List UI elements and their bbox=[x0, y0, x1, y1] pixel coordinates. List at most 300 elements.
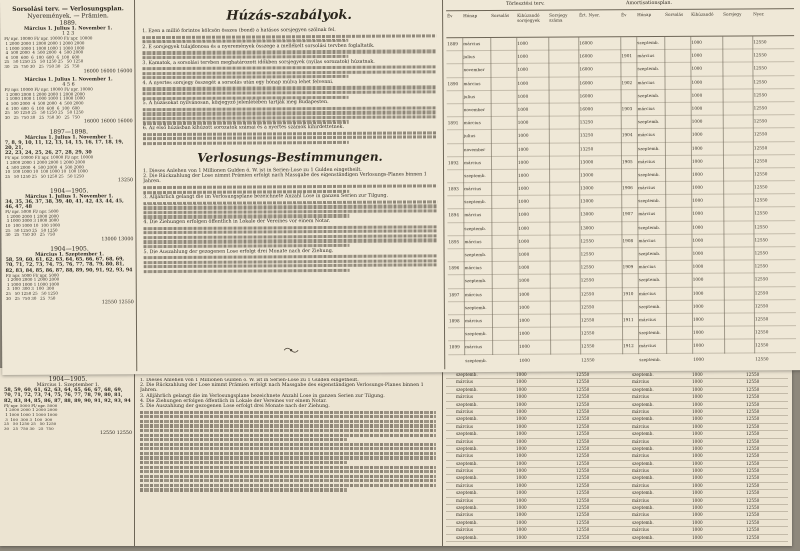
prize-row: 1 2000 2000 1 2000 2000 1 2000 2000 bbox=[4, 40, 85, 46]
table-cell: 1000 bbox=[519, 344, 530, 350]
rule-de-3: 3. Alljährlich gelangt die im Verlosungsplane bezeichnete Anzahl Lose in ganzen Serien zur Tilgung. bbox=[143, 193, 389, 201]
lower-table-cell: 12550 bbox=[576, 386, 590, 392]
lower-table-cell: 12550 bbox=[576, 505, 590, 511]
table-cell: 1000 bbox=[518, 172, 529, 178]
lower-table-row bbox=[446, 402, 788, 409]
lower-table-cell: szeptemb. bbox=[632, 505, 654, 511]
prize-row: 6 100 600 6 100 600 6 100 600 bbox=[4, 105, 80, 111]
table-cell: március bbox=[639, 343, 657, 349]
lower-table-row bbox=[446, 387, 788, 394]
lower-table-cell: 1000 bbox=[516, 386, 527, 392]
prize-row: 3 100 300 3 100 300 bbox=[4, 416, 53, 422]
lower-table-cell: 12550 bbox=[746, 460, 760, 466]
column-head: Hónap bbox=[463, 13, 478, 19]
table-cell: 13250 bbox=[579, 119, 594, 125]
table-cell: 1000 bbox=[693, 356, 704, 362]
divider-right bbox=[442, 0, 445, 369]
table-cell: 12550 bbox=[755, 355, 769, 361]
block1-head: Március 1. Julius 1. November 1. bbox=[24, 25, 113, 32]
table-cell: 1000 bbox=[692, 197, 703, 204]
amortisation-table bbox=[446, 0, 796, 365]
lower-table-row bbox=[446, 439, 788, 446]
table-cell: 1000 bbox=[692, 316, 704, 322]
block2-total: 16000 16000 16000 bbox=[83, 119, 133, 125]
table-cell: 1000 bbox=[518, 264, 530, 271]
lower-table-cell: 1000 bbox=[692, 527, 703, 533]
rule-de-5: 5. Die Auszahlung der gezogenen Lose erfolgt drei Monate nach der Ziehung. bbox=[143, 248, 334, 255]
column-head: Sorsjegy száma bbox=[549, 12, 568, 23]
lower-table-row bbox=[446, 379, 788, 386]
rules-title-hungarian: Húzás-szabályok. bbox=[226, 7, 352, 24]
table-cell: julius bbox=[463, 133, 476, 139]
lower-para-5: 5. Die Auszahlung der gezogenen Lose erfolgt drei Monate nach der Ziehung. bbox=[140, 404, 330, 410]
lower-table-cell: 12550 bbox=[576, 468, 590, 474]
lower-table-cell: szeptemb. bbox=[456, 372, 478, 377]
lower-table-cell: 1000 bbox=[692, 482, 703, 488]
lower-table-cell: szeptemb. bbox=[632, 386, 654, 392]
lower-table-cell: március bbox=[632, 468, 649, 474]
lower-table-cell: 1000 bbox=[516, 482, 527, 488]
table-cell: 1000 bbox=[692, 184, 703, 190]
lower-table-cell: 1000 bbox=[692, 401, 703, 407]
table-cell: 1000 bbox=[691, 145, 703, 151]
table-cell: 1000 bbox=[691, 66, 703, 72]
table-cell: 12550 bbox=[754, 171, 768, 177]
table-cell: 1899 bbox=[449, 344, 460, 350]
table-cell: 12550 bbox=[580, 264, 594, 270]
table-cell: 1000 bbox=[517, 40, 528, 46]
prize-row: 1 2000 2000 1 2000 2000 bbox=[4, 407, 58, 413]
block4-rows bbox=[5, 209, 133, 237]
lower-table-cell: 1000 bbox=[692, 497, 703, 503]
lower-table-cell: 12550 bbox=[576, 519, 590, 525]
table-cell: 12550 bbox=[754, 316, 769, 322]
lower-table-cell: 1000 bbox=[692, 386, 703, 392]
table-cell: 1000 bbox=[692, 237, 704, 243]
table-header-left: Törlesztési terv. bbox=[506, 1, 545, 7]
lower-table-cell: szeptemb. bbox=[632, 490, 654, 496]
prize-row: Fl/ npr. 10000 Fl/ npr. 10000 Fl/ npr. 10000 bbox=[4, 86, 93, 93]
table-cell: 1911 bbox=[622, 317, 634, 323]
table-cell: 1901 bbox=[621, 53, 633, 59]
table-body bbox=[446, 36, 796, 365]
rule-hu-4: 4. A nyertes sorsjegy összegét a sorsolás után egy hónap múlva lehet felvenni. bbox=[142, 79, 334, 86]
lower-table-cell: 1000 bbox=[516, 505, 527, 511]
table-cell: március bbox=[638, 237, 656, 243]
table-cell: 1000 bbox=[518, 225, 530, 231]
block2-nums: 4 5 6 bbox=[62, 82, 75, 88]
block3-rows bbox=[5, 156, 133, 180]
lower-table-cell: március bbox=[632, 394, 649, 400]
table-cell: 12550 bbox=[580, 277, 595, 283]
table-cell: szeptemb. bbox=[464, 172, 486, 179]
lower-table-row bbox=[446, 424, 788, 431]
table-cell: 1000 bbox=[692, 224, 704, 230]
lower-table-cell: 1000 bbox=[516, 453, 527, 459]
lower-table-cell: 12550 bbox=[576, 416, 590, 422]
prize-row: Fl/ npr. 5000 Fl/ npr. 5000 bbox=[5, 272, 59, 278]
table-cell: március bbox=[463, 159, 482, 165]
lower-table-cell: 12550 bbox=[576, 372, 590, 377]
table-cell: szeptemb. bbox=[465, 331, 487, 337]
table-cell: 13250 bbox=[579, 132, 594, 138]
lower-table-cell: 1000 bbox=[692, 408, 703, 414]
table-cell: 13000 bbox=[579, 159, 594, 165]
table-cell: 1000 bbox=[517, 146, 529, 152]
prize-row: 1 1000 1000 1 1000 1000 bbox=[5, 281, 60, 287]
prize-row: Fl/ npr. 10000 Fl/ npr. 10000 Fl/ npr. 10000 bbox=[4, 154, 94, 161]
table-cell: március bbox=[464, 238, 482, 244]
table-cell: 1000 bbox=[692, 277, 704, 283]
table-row bbox=[448, 353, 796, 366]
table-cell: 12550 bbox=[753, 39, 767, 45]
table-cell: szeptemb. bbox=[464, 304, 487, 310]
lower-table-cell: 12550 bbox=[746, 386, 760, 392]
table-cell: 16000 bbox=[579, 79, 593, 86]
table-cell: szeptemb. bbox=[638, 198, 660, 204]
table-cell: március bbox=[465, 344, 483, 350]
lower-table-cell: 12550 bbox=[576, 408, 590, 414]
lower-table-row bbox=[446, 416, 788, 423]
table-cell: 13000 bbox=[580, 225, 594, 231]
table-cell: szeptemb. bbox=[637, 66, 660, 72]
lower-divider-1 bbox=[134, 368, 135, 546]
lower-table-cell: 1000 bbox=[692, 372, 703, 377]
lower-table-cell: 12550 bbox=[746, 416, 760, 422]
lower-table-cell: szeptemb. bbox=[456, 445, 478, 451]
table-cell: 12550 bbox=[754, 184, 768, 190]
divider-left bbox=[134, 0, 137, 371]
prize-row: 1 2000 2000 1 2000 2000 1 2000 2000 bbox=[4, 91, 85, 97]
lower-table-cell: szeptemb. bbox=[456, 475, 478, 481]
lower-para-1: 1. Dieses Anlehen von 1 Millionen Gulden ö. W. ist in Serien-Lose zu 1 Gulden eingetheilt. bbox=[140, 378, 359, 383]
lower-sheet bbox=[0, 368, 792, 546]
lower-para-4: 4. Die Ziehungen erfolgen öffentlich in Lokale der Vereines vor einem Notar. bbox=[140, 398, 327, 404]
column-head: Kihúzandó sorsjegyek bbox=[517, 12, 540, 23]
lower-table-cell: szeptemb. bbox=[456, 534, 478, 540]
lower-table-cell: 1000 bbox=[692, 445, 703, 451]
table-cell: 12550 bbox=[754, 263, 768, 269]
lower-table-row bbox=[446, 394, 788, 401]
table-cell: március bbox=[638, 316, 656, 323]
lower-table-row bbox=[446, 446, 788, 453]
lower-table-cell: 1000 bbox=[692, 394, 703, 400]
lower-table-row bbox=[446, 483, 788, 490]
table-cell: 1893 bbox=[448, 186, 459, 192]
table-cell: 1000 bbox=[692, 171, 703, 177]
block1-rows bbox=[4, 37, 132, 70]
table-cell: március bbox=[463, 41, 481, 47]
lower-table-cell: 12550 bbox=[576, 379, 590, 385]
rule-hu-1: 1. Ezen a millió forintos kölcsön összes (bond) a hatásos sorsjegyen szólnak fel. bbox=[142, 27, 336, 35]
table-cell: 1896 bbox=[448, 265, 460, 271]
table-cell: 1000 bbox=[518, 238, 530, 244]
table-cell: 12550 bbox=[754, 237, 768, 243]
table-cell: 12550 bbox=[753, 78, 767, 84]
prize-row: 1 2000 2000 1 2000 2000 bbox=[5, 213, 59, 219]
lower-table-cell: szeptemb. bbox=[456, 416, 478, 422]
prize-row: 1 2000 2000 1 2000 2000 bbox=[5, 276, 60, 283]
block1-total: 16000 16000 16000 bbox=[83, 68, 133, 75]
prize-row: 30 25 750 30 25 750 bbox=[4, 425, 54, 431]
lower-table-cell: 1000 bbox=[516, 408, 527, 414]
lower-year-label: 1904—1905. bbox=[48, 376, 88, 383]
table-cell: 12550 bbox=[580, 317, 595, 323]
lower-table-cell: szeptemb. bbox=[456, 519, 478, 525]
prize-row: Fl/ npr. 5000 Fl/ npr. 5000 bbox=[5, 208, 59, 215]
block1-nums: 1 2 3 bbox=[62, 31, 75, 37]
table-cell: 1000 bbox=[519, 357, 530, 363]
table-cell: 1894 bbox=[448, 212, 460, 218]
lower-table-row bbox=[446, 453, 788, 460]
table-cell: 12550 bbox=[754, 276, 769, 282]
prize-row: 30 25 750 30 25 750 30 25 750 bbox=[4, 114, 80, 120]
table-cell: 16000 bbox=[579, 53, 593, 59]
lower-table-cell: március bbox=[632, 482, 649, 488]
lower-table-cell: március bbox=[632, 408, 649, 414]
table-cell: 1000 bbox=[692, 211, 704, 217]
table-cell: 1000 bbox=[518, 291, 530, 297]
block2-head: Március 1. Julius 1. November 1. bbox=[24, 76, 113, 83]
lower-table-cell: 1000 bbox=[692, 416, 703, 422]
table-cell: 12550 bbox=[755, 342, 769, 348]
column-head: Kihúzandó bbox=[691, 11, 714, 17]
block3-nums: 7, 8, 9, 10, 11, 12, 13, 14, 15, 16, 17, 18, 19, 20, 21, bbox=[4, 138, 124, 151]
table-cell: 1000 bbox=[692, 250, 704, 256]
lower-table-cell: 12550 bbox=[576, 431, 590, 437]
lower-table-cell: 1000 bbox=[692, 505, 703, 511]
prize-row: 3 100 300 3 100 300 bbox=[5, 286, 55, 292]
table-cell: 12550 bbox=[580, 304, 595, 310]
lower-table-cell: 1000 bbox=[516, 438, 527, 444]
lower-table-cell: 1000 bbox=[692, 423, 703, 429]
table-cell: szeptemb. bbox=[637, 92, 660, 98]
prize-row: 25 50 1250 25 50 1250 25 50 1250 bbox=[5, 173, 84, 179]
column-head: Sorsolás bbox=[491, 12, 510, 19]
table-cell: 1000 bbox=[518, 304, 530, 310]
lower-table-cell: 1000 bbox=[516, 372, 527, 377]
lower-table-cell: 12550 bbox=[576, 460, 590, 466]
table-cell: március bbox=[464, 265, 482, 271]
prize-plan-year-3: 1904—1905. bbox=[49, 186, 89, 195]
table-cell: november bbox=[463, 146, 486, 152]
lower-table-row bbox=[446, 505, 788, 512]
column-head: Hónap bbox=[637, 12, 652, 18]
table-cell: 1000 bbox=[692, 290, 704, 296]
rule-hu-3: 3. Kamatok, a sorsolási tervben meghatározott időkben sorsjegyek (nyilas sorozatok) húzatnak. bbox=[142, 59, 375, 66]
lower-table-cell bbox=[746, 535, 759, 541]
table-cell: szeptemb. bbox=[464, 225, 487, 231]
lower-table-cell: március bbox=[456, 527, 473, 533]
lower-table-cell: március bbox=[456, 423, 473, 429]
table-cell: szeptemb. bbox=[465, 357, 487, 363]
lower-table-cell: szeptemb. bbox=[632, 401, 654, 407]
table-cell: 1000 bbox=[691, 52, 703, 58]
prize-row: 25 50 1250 25 50 1250 bbox=[5, 290, 58, 297]
table-cell: 1000 bbox=[691, 118, 703, 124]
lower-table-cell: szeptemb. bbox=[456, 490, 478, 496]
lower-table-cell: 1000 bbox=[692, 490, 703, 496]
table-cell: 12550 bbox=[753, 158, 768, 164]
table-cell: 1000 bbox=[691, 79, 703, 85]
lower-table-row bbox=[446, 527, 788, 534]
table-cell: 1891 bbox=[447, 120, 459, 126]
table-cell: 16000 bbox=[579, 106, 594, 112]
table-cell: 12550 bbox=[754, 223, 768, 230]
lower-table-cell: 12550 bbox=[576, 512, 590, 518]
table-cell: szeptemb. bbox=[464, 252, 487, 258]
lower-table-cell: 12550 bbox=[746, 423, 760, 429]
lower-table-cell: március bbox=[456, 379, 473, 385]
lower-table-cell: 1000 bbox=[692, 453, 703, 459]
table-cell: szeptemb. bbox=[639, 356, 661, 362]
column-head: Sorsolás bbox=[665, 11, 684, 17]
column-head: Nyer. bbox=[753, 11, 765, 17]
lower-table-cell: 12550 bbox=[576, 423, 590, 429]
table-cell: 12550 bbox=[754, 250, 768, 256]
lower-table-cell: szeptemb. bbox=[456, 431, 478, 437]
rule-de-2: 2. Die Rückzahlung der Lose nimmt Prämien erfolgt nach Massgabe des eigenständigen Verlosungs-Planes binnen 1 Jahren. bbox=[143, 172, 427, 185]
rule-hu-6: 6. Az első húzásban kihúzott sorozatok számai és a nyertes számok kihirdettetnek. bbox=[142, 124, 345, 132]
prize-row: 25 50 1250 25 50 1250 bbox=[4, 421, 57, 427]
lower-table-row bbox=[446, 468, 788, 475]
lower-table-cell: 12550 bbox=[746, 445, 760, 451]
table-cell: március bbox=[464, 212, 482, 218]
table-cell: szeptemb. bbox=[638, 171, 660, 177]
lower-table-cell: március bbox=[632, 379, 649, 385]
table-cell: 1000 bbox=[692, 263, 704, 269]
lower-table-cell: 12550 bbox=[576, 445, 590, 451]
lower-table-cell: március bbox=[456, 394, 473, 400]
lower-table-cell: 12550 bbox=[746, 482, 760, 488]
table-cell: szeptemb. bbox=[638, 303, 661, 309]
table-cell: szeptemb. bbox=[637, 145, 660, 151]
lower-block-head: Március 1. Szeptember 1. bbox=[36, 383, 100, 388]
table-cell: november bbox=[463, 106, 485, 113]
table-cell: 1000 bbox=[693, 343, 704, 349]
table-cell: 1000 bbox=[691, 158, 703, 164]
table-cell: 1000 bbox=[693, 329, 704, 335]
table-cell: 1897 bbox=[448, 291, 460, 297]
table-cell: julius bbox=[463, 54, 475, 60]
lower-table-cell: 1000 bbox=[692, 468, 703, 474]
lower-table-row bbox=[446, 475, 788, 482]
table-cell: 1000 bbox=[519, 330, 530, 336]
lower-table-cell: 1000 bbox=[516, 394, 527, 400]
table-cell: március bbox=[463, 120, 481, 126]
lower-table-cell: 12550 bbox=[746, 512, 760, 518]
table-cell: 1000 bbox=[518, 251, 530, 257]
lower-table-cell: szeptemb. bbox=[632, 460, 654, 466]
table-cell: 12550 bbox=[753, 105, 768, 111]
table-cell: 13000 bbox=[580, 211, 594, 217]
prize-plan-year-2: 1897—1898. bbox=[49, 127, 89, 136]
lower-table-row bbox=[446, 498, 788, 505]
table-cell: március bbox=[637, 53, 655, 59]
lower-table-cell: március bbox=[632, 527, 649, 533]
table-cell: 1908 bbox=[622, 237, 634, 244]
table-cell: 1000 bbox=[517, 159, 529, 165]
lower-block-total: 12550 12550 bbox=[99, 431, 132, 437]
prize-row: Fl/ npr. 10000 Fl/ npr. 10000 Fl/ npr. 10000 bbox=[4, 35, 93, 42]
lower-table-cell: 1000 bbox=[516, 519, 527, 525]
lower-table-cell: 12550 bbox=[576, 453, 590, 459]
prize-row: 1 1000 1000 1 1000 1000 bbox=[4, 412, 58, 417]
lower-table-cell: 12550 bbox=[746, 497, 760, 503]
prize-row: 30 25 750 30 25 750 30 25 750 bbox=[4, 63, 80, 69]
table-cell: 1000 bbox=[517, 119, 529, 125]
table-cell: 1903 bbox=[621, 106, 633, 112]
table-cell: szeptemb. bbox=[638, 224, 661, 230]
lower-table-cell: 12550 bbox=[746, 379, 760, 385]
lower-table-cell: 12550 bbox=[576, 534, 590, 540]
prize-row: 1 1000 1000 1 1000 1000 1 1000 1000 bbox=[4, 45, 85, 51]
table-cell: 12550 bbox=[581, 330, 595, 336]
lower-table-cell: 1000 bbox=[692, 431, 703, 437]
lower-table-cell: 12550 bbox=[576, 401, 590, 407]
table-cell: 1890 bbox=[447, 80, 459, 86]
table-cell: 16000 bbox=[579, 40, 593, 46]
rules-title-german: Verlosungs-Bestimmungen. bbox=[197, 149, 383, 165]
lower-table-row bbox=[446, 409, 788, 416]
lower-table-cell: 12550 bbox=[576, 475, 590, 481]
table-cell: 12550 bbox=[754, 289, 769, 295]
rule-hu-5: 5. A húzásokat nyilvánosan, közjegyző jelenlétében tartják meg Budapesten. bbox=[142, 100, 329, 107]
lower-table-cell: 12550 bbox=[576, 527, 590, 533]
block5-rows bbox=[6, 273, 134, 301]
lower-table-row bbox=[446, 535, 788, 542]
table-cell: 1000 bbox=[518, 317, 530, 323]
lower-table-cell bbox=[692, 535, 703, 541]
lower-table-cell: 12550 bbox=[746, 438, 760, 444]
block3-total: 13250 bbox=[117, 178, 134, 184]
table-column-heads bbox=[446, 8, 794, 38]
block4-head: Március 1. Julius 1. November 1. bbox=[25, 192, 114, 200]
lower-table-cell: március bbox=[456, 438, 473, 444]
lower-table-row bbox=[446, 490, 788, 497]
table-cell: 1907 bbox=[622, 211, 634, 217]
lower-table-cell: 1000 bbox=[516, 431, 527, 437]
table-cell: szeptemb. bbox=[639, 330, 661, 336]
lower-table-cell: 1000 bbox=[692, 475, 703, 481]
lower-table-cell: 1000 bbox=[516, 534, 527, 540]
table-cell: március bbox=[464, 186, 482, 192]
lower-table-cell: 12550 bbox=[746, 394, 760, 400]
lower-table-cell: 12550 bbox=[576, 490, 590, 496]
table-cell: 12550 bbox=[754, 197, 768, 203]
table-cell: március bbox=[637, 132, 655, 138]
lower-table-cell: 12550 bbox=[746, 431, 760, 437]
lower-table-cell: 1000 bbox=[516, 468, 527, 474]
prize-row: 4 500 2000 4 500 2000 4 500 2000 bbox=[5, 164, 84, 170]
lower-table-cell: március bbox=[456, 468, 473, 474]
lower-table-cell: március bbox=[632, 423, 649, 429]
lower-para-2: 2. Die Rückzahlung der Lose nimmt Prämien erfolgt nach Massgabe des eigenständigen Verlosungs-Planes binnen 1 Jahren. bbox=[140, 383, 424, 394]
table-cell: 1889 bbox=[447, 41, 458, 47]
table-cell: 1902 bbox=[621, 79, 633, 85]
table-cell: 12550 bbox=[753, 65, 767, 71]
column-head: Sorsjegy bbox=[723, 11, 742, 17]
table-cell: 13000 bbox=[580, 172, 594, 178]
rule-hu-2: 2. E sorsjegyek tulajdonosa és a nyeremények összege a mellékelt sorsolási tervben foglaltatik. bbox=[142, 43, 375, 50]
lower-table-cell: 12550 bbox=[746, 372, 760, 377]
block5-nums: 58, 59, 60, 61, 62, 63, 64, 65, 66, 67, 68, 69, 70, 71, 72, 73, 74, 75, 76, 77, 78, 79, 80, 81, 82, 83, 84, 85, 86, 87, 88, 89, 90, 91, 92, 93, 94 bbox=[5, 256, 133, 274]
table-cell: március bbox=[464, 317, 482, 324]
table-cell: 1912 bbox=[623, 343, 634, 349]
lower-table-cell: 1000 bbox=[516, 497, 527, 503]
table-cell: 1898 bbox=[448, 318, 460, 324]
table-cell: 12550 bbox=[581, 356, 595, 362]
